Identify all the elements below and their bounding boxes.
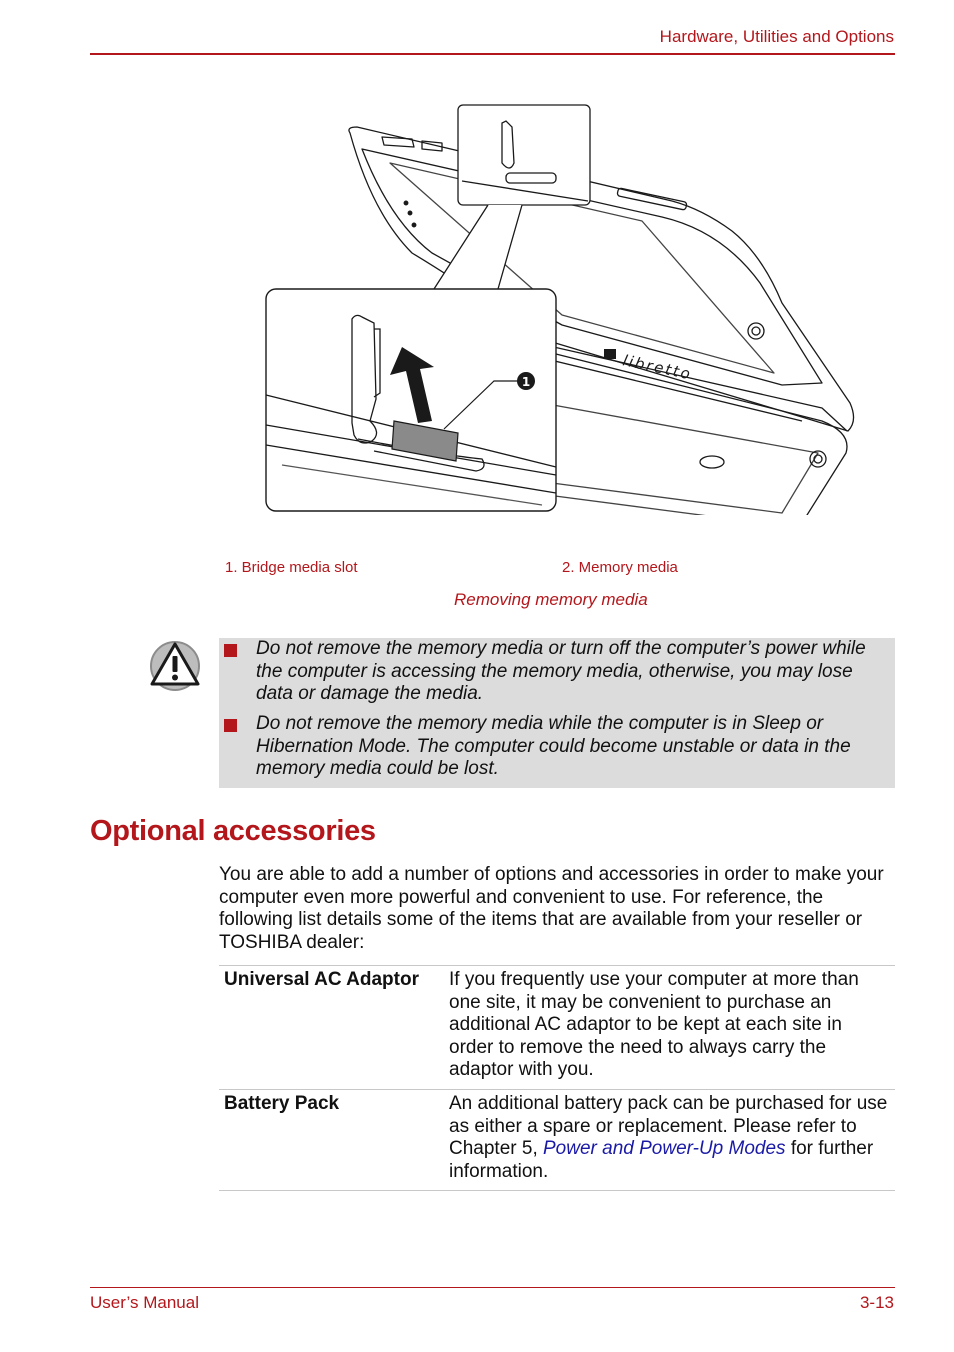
accessory-description: [449, 1090, 889, 1190]
accessory-term: Universal AC Adaptor: [224, 969, 419, 990]
caution-text: Do not remove the memory media or turn off the computer’s power while the computer is accessing the memory media, otherwise, you may lose data or damage the media.: [256, 638, 866, 705]
accessory-term: Battery Pack: [224, 1092, 340, 1114]
libretto-logo-text: libretto: [621, 351, 694, 384]
large-inset-box: [266, 289, 556, 511]
figure-caption-bridge-media-slot: 1. Bridge media slot: [225, 559, 358, 576]
section-intro: You are able to add a number of options and accessories in order to make your computer even more powerful and convenient to use. For reference, the following list details some of the items that are available from your reseller or TOSHIBA dealer:: [219, 864, 884, 953]
table-row: [219, 965, 895, 1089]
libretto-logo-mark: [604, 349, 616, 359]
description-text: An additional battery pack can be purchased for use as either a spare or replacement. Please refer to Chapter 5,: [449, 1092, 888, 1160]
square-bullet-icon: [224, 644, 237, 657]
power-modes-link[interactable]: Power and Power-Up Modes: [543, 1138, 786, 1160]
footer-manual-title: User’s Manual: [90, 1293, 199, 1312]
figure-title: Removing memory media: [454, 590, 648, 609]
square-bullet-icon: [224, 719, 237, 732]
callout-number: 1: [521, 375, 531, 389]
header-rule: [90, 53, 895, 55]
small-inset-box: [458, 105, 590, 205]
table-row: [219, 1089, 895, 1191]
caution-icon: [149, 638, 201, 692]
accessories-table: [219, 965, 895, 1191]
page-number: 3-13: [859, 1293, 894, 1312]
figure-caption-memory-media: 2. Memory media: [562, 559, 678, 576]
footer-rule: [90, 1287, 895, 1288]
description-text: for further information.: [449, 1138, 874, 1182]
running-header: Hardware, Utilities and Options: [659, 27, 894, 46]
libretto-memory-media-illustration: [262, 103, 862, 515]
accessory-description: If you frequently use your computer at more than one site, it may be convenient to purchase an additional AC adaptor to be kept at each site in order to remove the need to always carry the adaptor with you.: [449, 969, 859, 1081]
section-heading: Optional accessories: [90, 815, 376, 847]
caution-note: [219, 638, 895, 788]
caution-text: Do not remove the memory media while the computer is in Sleep or Hibernation Mode. The computer could become unstable or data in the memory media could be lost.: [256, 713, 851, 780]
lower-body-outline: [552, 353, 847, 515]
